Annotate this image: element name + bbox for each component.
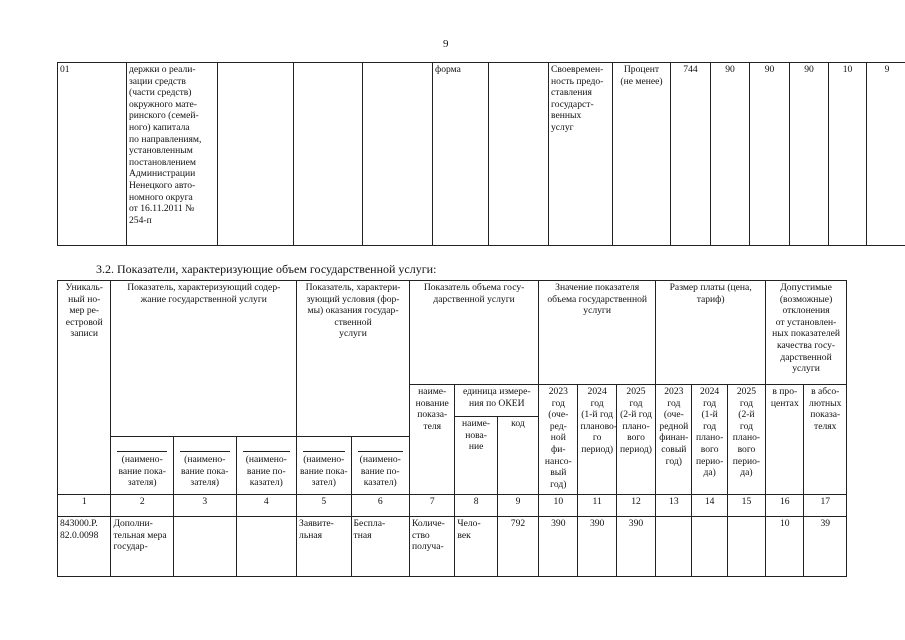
volume-table (57, 280, 847, 577)
col-number: 13 (656, 495, 692, 517)
header-absolute: в абсо- лютных показа- телях (804, 385, 847, 495)
table-row (58, 517, 847, 577)
col-number: 14 (692, 495, 727, 517)
col-number: 16 (766, 495, 804, 517)
col-number: 9 (497, 495, 538, 517)
col-number: 12 (616, 495, 655, 517)
header-2024-fee: 2024 год (1-й год плано- вого перио- да) (692, 385, 727, 495)
col-number: 8 (455, 495, 497, 517)
cell: 10 (829, 63, 867, 246)
col-number: 3 (173, 495, 236, 517)
cell: 90 (750, 63, 790, 246)
cell (218, 63, 294, 246)
header-percent: в про- центах (766, 385, 804, 495)
header-volume-value: Значение показателя объема государственной услуги (539, 281, 656, 385)
subheader-cell: (наимено- вание по- казател) (351, 437, 410, 495)
cell (656, 517, 692, 577)
col-number: 11 (578, 495, 616, 517)
cell: 390 (616, 517, 655, 577)
col-number: 5 (297, 495, 351, 517)
quality-table-continuation (57, 62, 905, 246)
header-volume: Показатель объема госу- дарственной услуги (410, 281, 539, 385)
cell (363, 63, 433, 246)
cell: форма (433, 63, 489, 246)
header-2025-volume: 2025 год (2-й год плано- вого период) (616, 385, 655, 495)
header-indicator-name: наиме- нование показа- теля (410, 385, 455, 495)
cell: 10 (766, 517, 804, 577)
header-unit-name: наиме- нова- ние (455, 417, 497, 495)
col-number: 6 (351, 495, 410, 517)
col-number: 7 (410, 495, 455, 517)
col-number: 15 (727, 495, 765, 517)
cell (294, 63, 363, 246)
cell: 90 (711, 63, 750, 246)
subheader-cell: (наимено- вание пока- зател) (297, 437, 351, 495)
col-number: 1 (58, 495, 111, 517)
cell: Заявите- льная (297, 517, 351, 577)
header-unit-code: код (497, 417, 538, 495)
cell: Дополни- тельная мера государ- (111, 517, 174, 577)
cell: 39 (804, 517, 847, 577)
cell: 390 (578, 517, 616, 577)
header-2024-volume: 2024 год (1-й год планово- го период) (578, 385, 616, 495)
col-number: 10 (539, 495, 578, 517)
cell: 744 (671, 63, 711, 246)
subheader-cell: (наимено- вание по- казател) (236, 437, 297, 495)
header-conditions: Показатель, характери- зующий условия (фор- мы) оказания государ- ственной услуги (297, 281, 410, 437)
header-content: Показатель, характеризующий содер- жание государственной услуги (111, 281, 297, 437)
cell (236, 517, 297, 577)
cell: Количе- ство получа- (410, 517, 455, 577)
table-row (58, 63, 905, 246)
subheader-cell: (наимено- вание пока- зателя) (173, 437, 236, 495)
cell: Своевремен- ность предо- ставления государст- венных услуг (549, 63, 613, 246)
col-number: 4 (236, 495, 297, 517)
cell (727, 517, 765, 577)
cell: Процент (не менее) (613, 63, 671, 246)
header-2023-volume: 2023 год (оче- ред- ной фи- нансо- вый год) (539, 385, 578, 495)
column-number-row (58, 495, 847, 517)
header-unique-no: Уникаль- ный но- мер ре- естровой записи (58, 281, 111, 495)
header-unit-okei: единица измере- ния по ОКЕИ (455, 385, 539, 417)
header-fee: Размер платы (цена, тариф) (656, 281, 766, 385)
header-2023-fee: 2023 год (оче- редной финан- совый год) (656, 385, 692, 495)
cell: 90 (790, 63, 829, 246)
header-row (58, 281, 847, 385)
cell: Чело- век (455, 517, 497, 577)
section-title: 3.2. Показатели, характеризующие объем государственной услуги: (96, 262, 437, 276)
cell: 843000.Р. 82.0.0098 (58, 517, 111, 577)
cell: Беспла- тная (351, 517, 410, 577)
col-number: 17 (804, 495, 847, 517)
subheader-cell: (наимено- вание пока- зателя) (111, 437, 174, 495)
header-2025-fee: 2025 год (2-й год плано- вого перио- да) (727, 385, 765, 495)
cell: держки о реали- зации средств (части средств) окружного мате- ринского (семей- ного) капитала по направлениям, установленным постановлением Администрации Ненецкого авто- номного округа от 16.11.2011 № 254-п (127, 63, 218, 246)
cell (173, 517, 236, 577)
col-number: 2 (111, 495, 174, 517)
cell (489, 63, 549, 246)
cell: 9 (867, 63, 905, 246)
cell: 01 (58, 63, 127, 246)
cell: 390 (539, 517, 578, 577)
page-number: 9 (443, 38, 449, 50)
header-deviation: Допустимые (возможные) отклонения от установлен- ных показателей качества госу- дарственной услуги (766, 281, 847, 385)
cell (692, 517, 727, 577)
cell: 792 (497, 517, 538, 577)
